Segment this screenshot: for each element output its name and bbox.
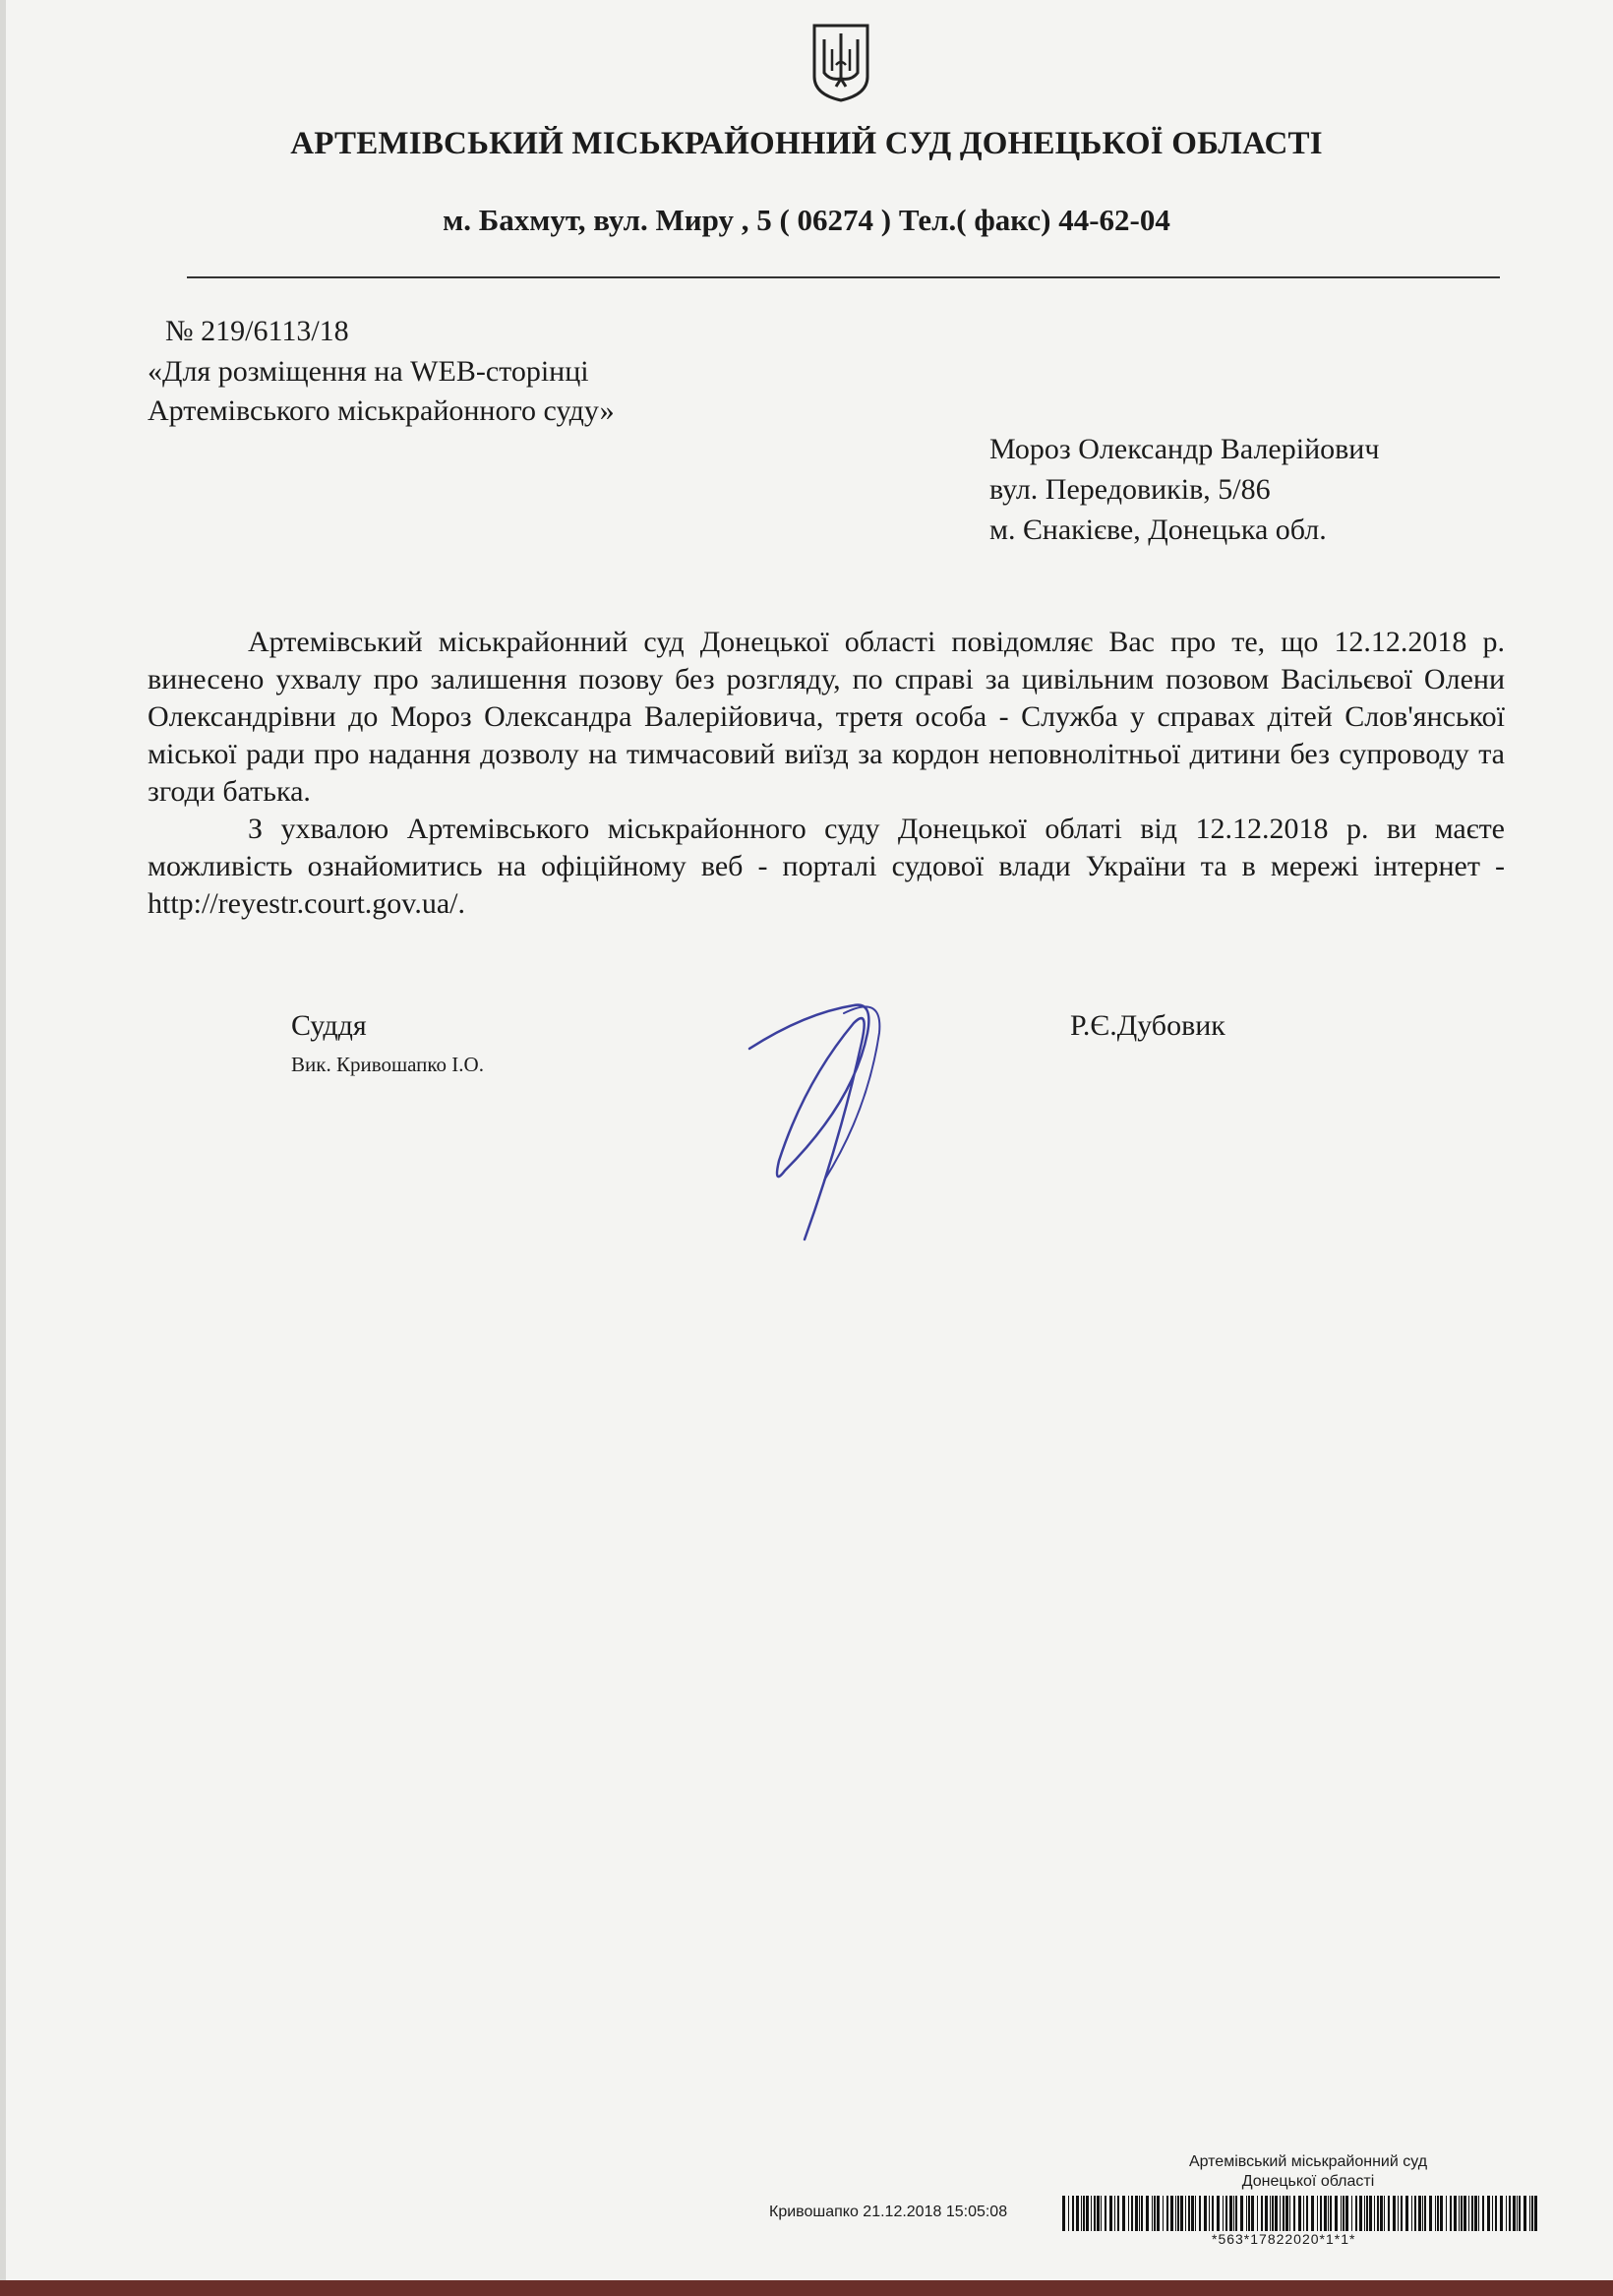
barcode-bar <box>1293 2196 1295 2231</box>
handwritten-signature <box>746 994 903 1249</box>
barcode-bar <box>1265 2196 1268 2231</box>
barcode-bar <box>1261 2196 1263 2231</box>
recipient-address <box>989 429 1379 550</box>
barcode-bar <box>1454 2196 1457 2231</box>
barcode-bar <box>1531 2196 1533 2231</box>
barcode-bar <box>1500 2196 1503 2231</box>
barcode-bar <box>1311 2196 1314 2231</box>
barcode-bar <box>1257 2196 1258 2231</box>
barcode-bar <box>1141 2196 1143 2231</box>
barcode-bar <box>1320 2196 1322 2231</box>
barcode-bar <box>1450 2196 1452 2231</box>
barcode-bar <box>1461 2196 1463 2231</box>
barcode-bar <box>1429 2196 1432 2231</box>
barcode-bar <box>1418 2196 1421 2231</box>
trident-emblem-icon <box>810 22 871 102</box>
barcode-bar <box>1097 2196 1100 2231</box>
barcode-bar <box>1188 2196 1190 2231</box>
barcode-bar <box>1154 2196 1156 2231</box>
barcode-bar <box>1146 2196 1149 2231</box>
barcode-bar <box>1345 2196 1348 2231</box>
barcode-bar <box>1280 2196 1281 2231</box>
barcode-bar <box>1166 2196 1168 2231</box>
barcode-bar <box>1330 2196 1332 2231</box>
barcode-bar <box>1233 2196 1234 2231</box>
barcode-bar <box>1105 2196 1106 2231</box>
barcode-bar <box>1251 2196 1254 2231</box>
barcode-bar <box>1248 2196 1250 2231</box>
barcode-bar <box>1229 2196 1232 2231</box>
judge-label: Суддя <box>291 1009 367 1042</box>
stamp-court-line-1: Артемівський міськрайонний суд <box>1188 2153 1428 2170</box>
barcode-bar <box>1086 2196 1089 2231</box>
barcode-bar <box>1272 2196 1274 2231</box>
barcode-bar <box>1468 2196 1469 2231</box>
barcode-bar <box>1217 2196 1220 2231</box>
court-address: м. Бахмут, вул. Миру , 5 ( 06274 ) Тел.( факс) 44-62-04 <box>443 203 1170 237</box>
barcode-bar <box>1152 2196 1153 2231</box>
barcode-bar <box>1076 2196 1079 2231</box>
barcode-bar <box>1191 2196 1194 2231</box>
barcode-bar <box>1495 2196 1497 2231</box>
barcode-bar <box>1139 2196 1140 2231</box>
barcode-bar <box>1523 2196 1526 2231</box>
barcode-bar <box>1170 2196 1173 2231</box>
barcode-bar <box>1437 2196 1439 2231</box>
barcode-bar <box>1225 2196 1227 2231</box>
barcode-bar <box>1081 2196 1082 2231</box>
barcode-bar <box>1185 2196 1186 2231</box>
barcode-bar <box>1114 2196 1115 2231</box>
barcode-bar <box>1175 2196 1176 2231</box>
barcode-bar <box>1374 2196 1375 2231</box>
barcode-bar <box>1393 2196 1396 2231</box>
barcode-bar <box>1424 2196 1426 2231</box>
barcode-bar <box>1317 2196 1318 2231</box>
barcode-bar <box>1094 2196 1096 2231</box>
barcode-bar <box>1414 2196 1416 2231</box>
barcode-bar <box>1289 2196 1290 2231</box>
barcode-bar <box>1388 2196 1390 2231</box>
barcode-bar <box>1401 2196 1403 2231</box>
barcode-bar <box>1369 2196 1372 2231</box>
recipient-street: вул. Передовиків, 5/86 <box>989 473 1271 506</box>
barcode-bar <box>1117 2196 1119 2231</box>
barcode-bar <box>1517 2196 1518 2231</box>
barcode-bar <box>1303 2196 1304 2231</box>
barcode-bar <box>1519 2196 1521 2231</box>
barcode-bar <box>1366 2196 1368 2231</box>
barcode-bar <box>1341 2196 1342 2231</box>
barcode-bar <box>1411 2196 1412 2231</box>
barcode-bar <box>1440 2196 1443 2231</box>
recipient-name: Мороз Олександр Валерійович <box>989 433 1380 465</box>
stamp-court-line-2: Донецької області <box>1241 2173 1375 2190</box>
barcode-bar <box>1359 2196 1362 2231</box>
barcode-bar <box>1534 2196 1537 2231</box>
barcode-bar <box>1204 2196 1207 2231</box>
barcode-bar <box>1240 2196 1243 2231</box>
barcode-bar <box>1109 2196 1112 2231</box>
barcode-bar <box>1380 2196 1383 2231</box>
barcode <box>1062 2196 1544 2231</box>
barcode-bar <box>1091 2196 1092 2231</box>
barcode-bar <box>1446 2196 1447 2231</box>
barcode-bar <box>1072 2196 1074 2231</box>
recipient-city: м. Єнакієве, Донецька обл. <box>989 514 1327 546</box>
barcode-bar <box>1343 2196 1344 2231</box>
barcode-bar <box>1128 2196 1129 2231</box>
barcode-bar <box>1246 2196 1247 2231</box>
barcode-bar <box>1195 2196 1196 2231</box>
placement-note <box>148 352 615 431</box>
barcode-bar <box>1398 2196 1399 2231</box>
barcode-bar <box>1223 2196 1224 2231</box>
barcode-bar <box>1180 2196 1183 2231</box>
barcode-bar <box>1135 2196 1138 2231</box>
stamp-meta: Кривошапко 21.12.2018 15:05:08 <box>769 2204 1008 2220</box>
barcode-bar <box>1355 2196 1357 2231</box>
barcode-bar <box>1405 2196 1408 2231</box>
registry-stamp <box>1102 2152 1515 2192</box>
barcode-bar <box>1492 2196 1493 2231</box>
barcode-bar <box>1209 2196 1210 2231</box>
notice-paragraph-2: З ухвалою Артемівського міськрайонного суду Донецької облаті від 12.12.2018 р. ви маєте можливість ознайомитись на офіційному веб - порталі судової влади України та в мережі інтернет - http://reyestr.court.gov.ua/. <box>148 813 1505 920</box>
court-title: АРТЕМІВСЬКИЙ МІСЬКРАЙОННИЙ СУД ДОНЕЦЬКОЇ ОБЛАСТІ <box>290 126 1323 161</box>
barcode-bar <box>1306 2196 1308 2231</box>
barcode-bar <box>1513 2196 1516 2231</box>
barcode-bar <box>1351 2196 1352 2231</box>
barcode-bar <box>1478 2196 1479 2231</box>
barcode-bar <box>1163 2196 1164 2231</box>
barcode-bar <box>1122 2196 1125 2231</box>
judge-name: Р.Є.Дубовик <box>1070 1009 1225 1042</box>
executor-name: Вик. Кривошапко І.О. <box>291 1053 484 1076</box>
barcode-bar <box>1422 2196 1423 2231</box>
barcode-bar <box>1459 2196 1460 2231</box>
barcode-bar <box>1157 2196 1160 2231</box>
document-number: № 219/6113/18 <box>165 315 349 347</box>
barcode-bar <box>1068 2196 1069 2231</box>
scan-edge <box>0 0 6 2296</box>
barcode-bar <box>1101 2196 1102 2231</box>
barcode-bar <box>1212 2196 1214 2231</box>
barcode-bar <box>1364 2196 1365 2231</box>
header-divider <box>187 276 1500 278</box>
barcode-bar <box>1487 2196 1490 2231</box>
barcode-bar <box>1131 2196 1133 2231</box>
scan-edge-bottom <box>0 2280 1613 2296</box>
barcode-bar <box>1285 2196 1288 2231</box>
barcode-bar <box>1324 2196 1327 2231</box>
barcode-bar <box>1083 2196 1085 2231</box>
barcode-bar <box>1275 2196 1278 2231</box>
placement-line-1: «Для розміщення на WEB-сторінці <box>148 355 589 388</box>
barcode-bar <box>1506 2196 1507 2231</box>
placement-line-2: Артемівського міськрайонного суду» <box>148 394 615 427</box>
barcode-text: *563*17822020*1*1* <box>1212 2231 1356 2247</box>
barcode-bar <box>1482 2196 1484 2231</box>
notice-paragraph-1: Артемівський міськрайонний суд Донецької області повідомляє Вас про те, що 12.12.2018 р. винесено ухвалу про залишення позову без розгляду, по справі за цивільним позовом Васільєвої Олени Олександрівни до Мороз Олександра Валерійовича, третя особа - Служба у справах дітей Слов'янської міської ради про надання дозволу на тимчасовий виїзд за кордон неповнолітньої дитини без супроводу та згоди батька. <box>148 626 1505 808</box>
barcode-bar <box>1335 2196 1338 2231</box>
barcode-bar <box>1529 2196 1530 2231</box>
barcode-bar <box>1471 2196 1473 2231</box>
barcode-bar <box>1298 2196 1301 2231</box>
barcode-bar <box>1062 2196 1065 2231</box>
barcode-bar <box>1235 2196 1237 2231</box>
barcode-bar <box>1464 2196 1466 2231</box>
barcode-bar <box>1270 2196 1271 2231</box>
barcode-bar <box>1435 2196 1436 2231</box>
barcode-bar <box>1177 2196 1179 2231</box>
barcode-bar <box>1328 2196 1329 2231</box>
barcode-bar <box>1474 2196 1477 2231</box>
barcode-bar <box>1199 2196 1201 2231</box>
barcode-bar <box>1283 2196 1284 2231</box>
barcode-bar <box>1509 2196 1511 2231</box>
barcode-bar <box>1384 2196 1385 2231</box>
barcode-bar <box>1377 2196 1379 2231</box>
notice-body <box>148 624 1505 923</box>
